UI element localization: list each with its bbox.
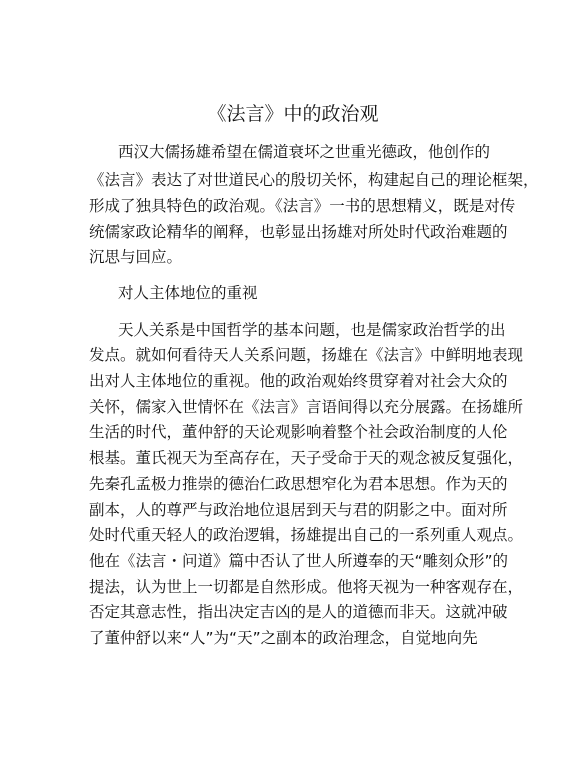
- intro-line-4: 统儒家政论精华的阐释，也彰显出扬雄对所处时代政治难题的: [89, 223, 508, 241]
- body-line-2: 发点。就如何看待天人关系问题，扬雄在《法言》中鲜明地表现: [89, 346, 524, 364]
- body-line-6: 根基。董氏视天为至高存在，天子受命于天的观念被反复强化，: [89, 449, 524, 467]
- intro-line-5: 沉思与回应。: [89, 248, 183, 266]
- body-line-3: 出对人主体地位的重视。他的政治观始终贯穿着对社会大众的: [89, 372, 508, 390]
- intro-line-3: 形成了独具特色的政治观。《法言》一书的思想精义，既是对传: [89, 197, 516, 215]
- body-line-11: 提法，认为世上一切都是自然形成。他将天视为一种客观存在，: [89, 578, 524, 596]
- body-line-1: 天人关系是中国哲学的基本问题，也是儒家政治哲学的出: [118, 321, 506, 339]
- body-line-5: 生活的时代，董仲舒的天论观影响着整个社会政治制度的人伦: [89, 423, 508, 441]
- body-line-10: 他在《法言・问道》篇中否认了世人所遵奉的天“雕刻众形”的: [89, 552, 509, 570]
- body-line-9: 处时代重天轻人的政治逻辑，扬雄提出自己的一系列重人观点。: [89, 526, 524, 544]
- intro-line-2: 《法言》表达了对世道民心的殷切关怀，构建起自己的理论框架，: [89, 171, 539, 189]
- section-heading: 对人主体地位的重视: [118, 284, 258, 302]
- body-line-4: 关怀，儒家入世情怀在《法言》言语间得以充分展露。在扬雄所: [89, 398, 524, 416]
- page-title: 《法言》中的政治观: [207, 103, 379, 125]
- intro-line-1: 西汉大儒扬雄希望在儒道衰坏之世重光德政，他创作的: [118, 143, 491, 161]
- body-line-13: 了董仲舒以来“人”为“天”之副本的政治理念，自觉地向先: [89, 629, 478, 647]
- body-line-7: 先秦孔孟极力推崇的德治仁政思想窄化为君本思想。作为天的: [89, 475, 508, 493]
- body-line-12: 否定其意志性，指出决定吉凶的是人的道德而非天。这就冲破: [89, 603, 508, 621]
- body-line-8: 副本，人的尊严与政治地位退居到天与君的阴影之中。面对所: [89, 501, 508, 519]
